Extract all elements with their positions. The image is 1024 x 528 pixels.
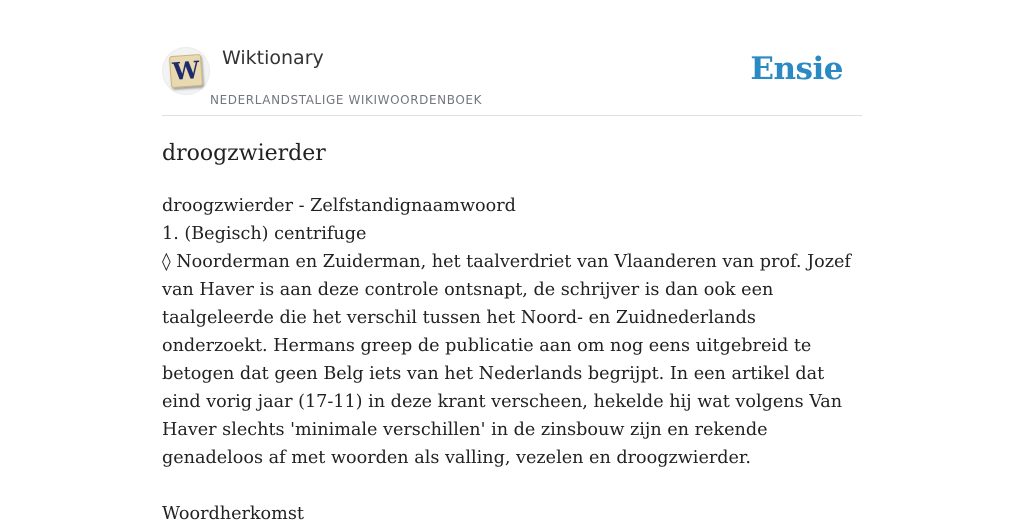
part-of-speech-line: droogzwierder - Zelfstandignaamwoord bbox=[162, 196, 516, 216]
logo-letter: W bbox=[171, 55, 201, 86]
logo-tile-icon bbox=[169, 54, 203, 88]
definition-line: 1. (Begisch) centrifuge bbox=[162, 224, 367, 244]
entry-content bbox=[162, 192, 864, 528]
example-quote: ◊ Noorderman en Zuiderman, het taalverdriet van Vlaanderen van prof. Jozef van Haver is aan deze controle ontsnapt, de schrijver is dan ook een taalgeleerde die het verschil tussen het Noord- en Zuidnederlands onderzoekt. Hermans greep de publicatie aan om nog eens uitgebreid te betogen dat geen Belg iets van het Nederlands begrijpt. In een artikel dat eind vorig jaar (17-11) in deze krant verscheen, hekelde hij wat volgens Van Haver slechts 'minimale verschillen' in de zinsbouw zijn en rekende genadeloos af met woorden als valling, vezelen en droogzwierder. bbox=[162, 252, 851, 468]
ensie-logo[interactable]: Ensie bbox=[750, 51, 843, 87]
page-title: droogzwierder bbox=[162, 141, 326, 166]
wiktionary-logo[interactable] bbox=[162, 47, 210, 95]
site-name[interactable]: Wiktionary bbox=[222, 47, 324, 69]
site-header bbox=[162, 0, 862, 116]
site-subtitle: NEDERLANDSTALIGE WIKIWOORDENBOEK bbox=[210, 93, 483, 107]
etymology-heading: Woordherkomst bbox=[162, 504, 304, 524]
page bbox=[162, 0, 862, 524]
